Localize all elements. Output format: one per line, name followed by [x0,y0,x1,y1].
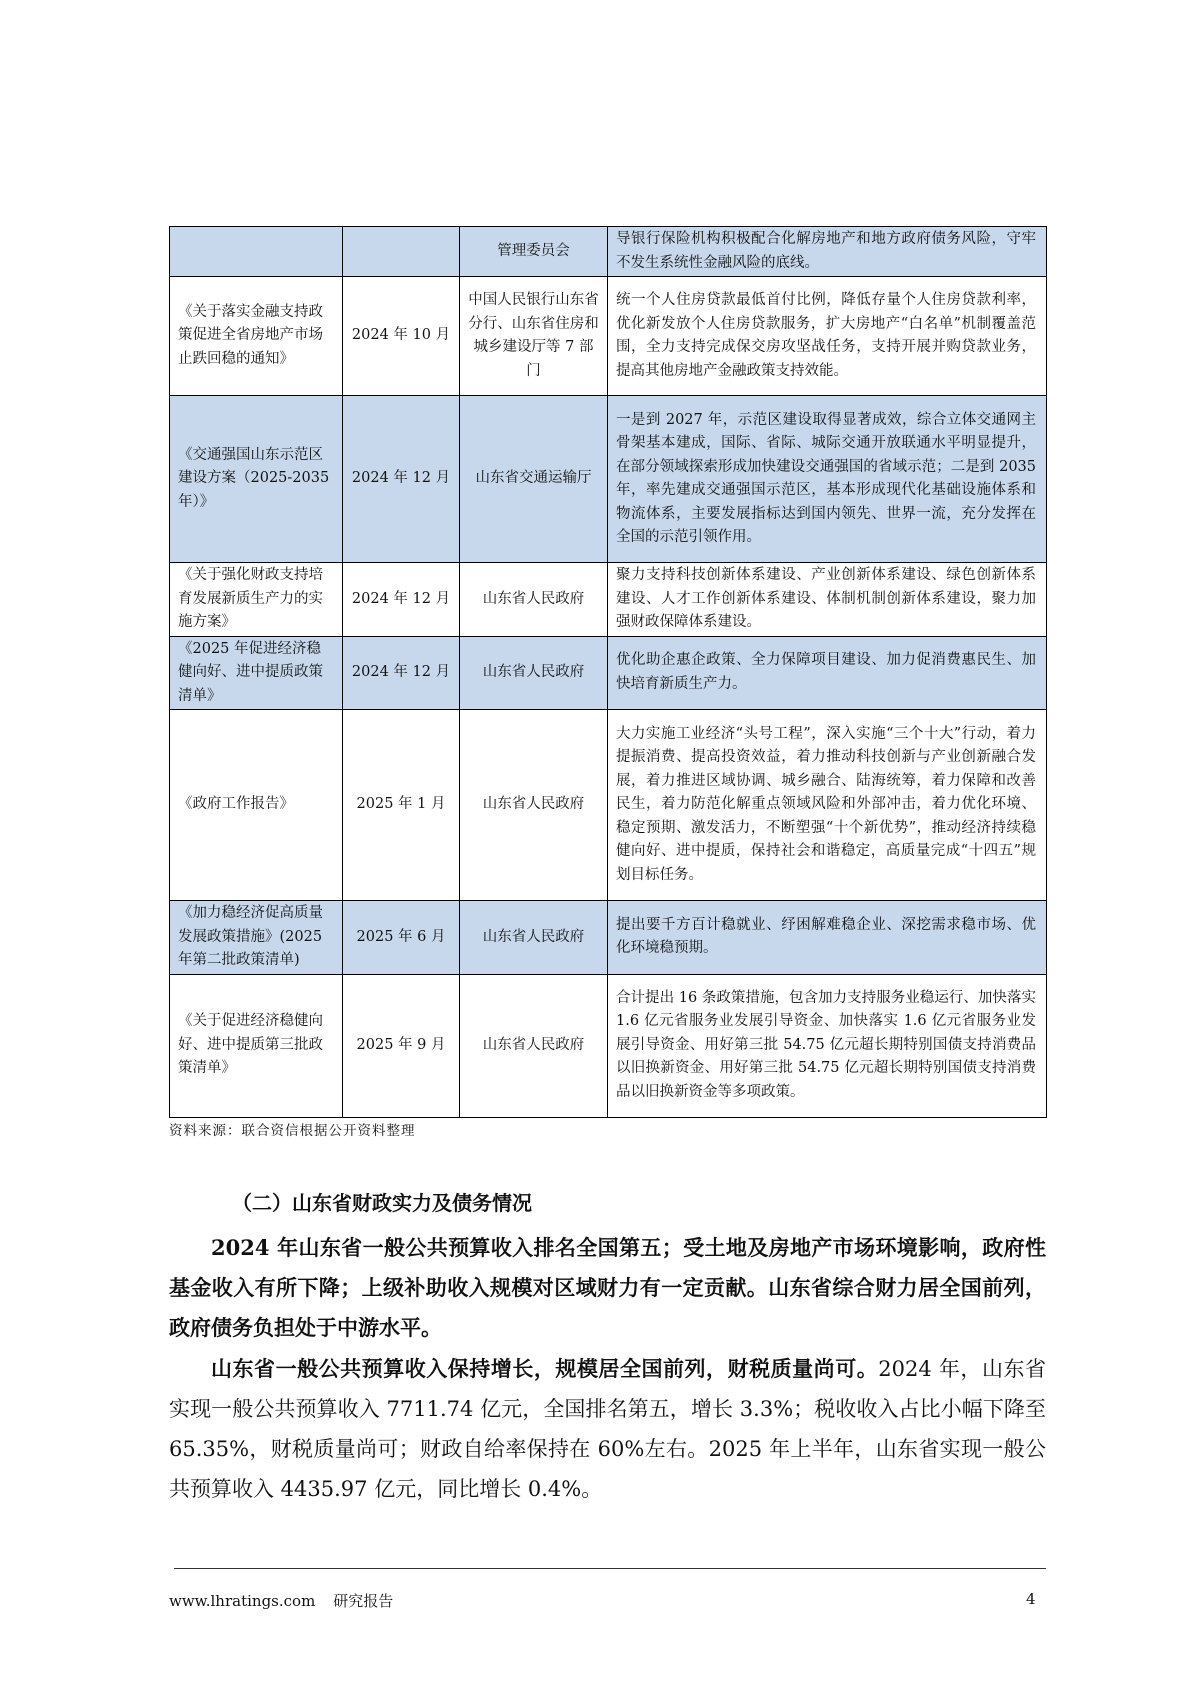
table-row [170,277,1047,396]
policy-name-cell: 《关于强化财政支持培育发展新质生产力的实施方案》 [170,563,343,637]
policy-content-cell: 聚力支持科技创新体系建设、产业创新体系建设、绿色创新体系建设、人才工作创新体系建设、体制机制创新体系建设，聚力加强财政保障体系建设。 [608,563,1047,637]
policy-table [169,226,1047,1118]
policy-date-cell: 2024 年 12 月 [343,563,460,637]
policy-name-cell: 《关于落实金融支持政策促进全省房地产市场止跌回稳的通知》 [170,277,343,396]
policy-date-cell: 2024 年 10 月 [343,277,460,396]
footer-left [169,1590,393,1611]
policy-date-cell [343,227,460,277]
policy-dept-cell: 山东省人民政府 [460,710,608,901]
policy-date-cell: 2025 年 1 月 [343,710,460,901]
policy-name-cell: 《交通强国山东示范区建设方案（2025-2035 年）》 [170,396,343,563]
policy-content-cell: 合计提出 16 条政策措施，包含加力支持服务业稳运行、加快落实 1.6 亿元省服务业发展引导资金、加快落实 1.6 亿元省服务业发展引导资金、用好第三批 54.75 亿元超长期特别国债支持消费品以旧换新资金、用好第三批 54.75 亿元超长期特别国债支持消费品以旧换新资金等多项政策。 [608,974,1047,1117]
policy-dept-cell: 山东省人民政府 [460,563,608,637]
policy-date-cell: 2024 年 12 月 [343,396,460,563]
policy-dept-cell: 管理委员会 [460,227,608,277]
summary-paragraph: 2024 年山东省一般公共预算收入排名全国第五；受土地及房地产市场环境影响，政府性基金收入有所下降；上级补助收入规模对区域财力有一定贡献。山东省综合财力居全国前列，政府债务负担处于中游水平。 [169,1235,1046,1340]
policy-date-cell: 2024 年 12 月 [343,636,460,710]
policy-dept-cell: 山东省交通运输厅 [460,396,608,563]
section-heading: （二）山东省财政实力及债务情况 [232,1191,532,1215]
policy-name-cell: 《加力稳经济促高质量发展政策措施》(2025 年第二批政策清单) [170,901,343,975]
policy-content-cell: 优化助企惠企政策、全力保障项目建设、加力促消费惠民生、加快培育新质生产力。 [608,636,1047,710]
footer-divider [174,1568,1046,1569]
policy-dept-cell: 中国人民银行山东省分行、山东省住房和城乡建设厅等 7 部门 [460,277,608,396]
table-row [170,563,1047,637]
table-row [170,974,1047,1117]
table-row [170,636,1047,710]
policy-content-cell: 导银行保险机构积极配合化解房地产和地方政府债务风险，守牢不发生系统性金融风险的底线。 [608,227,1047,277]
policy-content-cell: 统一个人住房贷款最低首付比例，降低存量个人住房贷款利率，优化新发放个人住房贷款服务，扩大房地产“白名单”机制覆盖范围，全力支持完成保交房攻坚战任务，支持开展并购贷款业务，提高其他房地产金融政策支持效能。 [608,277,1047,396]
footer-website-link[interactable]: www.lhratings.com [169,1592,316,1610]
policy-name-cell: 《2025 年促进经济稳健向好、进中提质政策清单》 [170,636,343,710]
table-row [170,710,1047,901]
policy-dept-cell: 山东省人民政府 [460,974,608,1117]
policy-date-cell: 2025 年 6 月 [343,901,460,975]
policy-dept-cell: 山东省人民政府 [460,901,608,975]
paragraph-lead: 山东省一般公共预算收入保持增长，规模居全国前列，财税质量尚可。 [211,1356,879,1381]
policy-content-cell: 大力实施工业经济“头号工程”，深入实施“三个十大”行动，着力提振消费、提高投资效益，着力推动科技创新与产业创新融合发展，着力推进区域协调、城乡融合、陆海统筹，着力保障和改善民生，着力防范化解重点领域风险和外部冲击，着力优化环境、稳定预期、激发活力，不断塑强“十个新优势”，推动经济持续稳健向好、进中提质，保持社会和谐稳定，高质量完成“十四五”规划目标任务。 [608,710,1047,901]
policy-name-cell [170,227,343,277]
footer-report-label: 研究报告 [333,1592,394,1610]
table-row [170,901,1047,975]
policy-date-cell: 2025 年 9 月 [343,974,460,1117]
source-note: 资料来源：联合资信根据公开资料整理 [169,1123,416,1139]
policy-content-cell: 一是到 2027 年，示范区建设取得显著成效，综合立体交通网主骨架基本建成，国际、省际、城际交通开放联通水平明显提升，在部分领域探索形成加快建设交通强国的省域示范；二是到 2035 年，率先建成交通强国示范区，基本形成现代化基础设施体系和物流体系，主要发展指标达到国内领先、世界一流，充分发挥在全国的示范引领作用。 [608,396,1047,563]
page-number: 4 [1026,1590,1036,1608]
policy-name-cell: 《政府工作报告》 [170,710,343,901]
table-row [170,227,1047,277]
table-row [170,396,1047,563]
policy-name-cell: 《关于促进经济稳健向好、进中提质第三批政策清单》 [170,974,343,1117]
policy-content-cell: 提出要千方百计稳就业、纾困解难稳企业、深挖需求稳市场、优化环境稳预期。 [608,901,1047,975]
body-paragraph [169,1349,1046,1509]
policy-dept-cell: 山东省人民政府 [460,636,608,710]
paragraph-body: 2024 年，山东省实现一般公共预算收入 7711.74 亿元，全国排名第五，增长 3.3%；税收收入占比小幅下降至 65.35%，财税质量尚可；财政自给率保持在 60%左右。2025 年上半年，山东省实现一般公共预算收入 4435.97 亿元，同比增长 0.4%。 [169,1357,1047,1501]
